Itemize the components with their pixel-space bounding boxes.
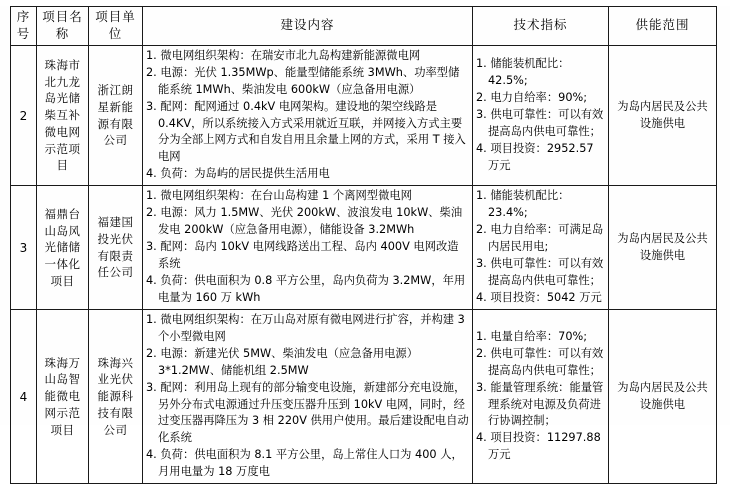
document-page <box>0 6 730 479</box>
content-line: 4. 负荷：为岛屿的居民提供生活用电 <box>146 167 330 181</box>
tech-line: 2. 电力自给率：可满足岛内居民用电; <box>476 223 604 254</box>
cell-seq: 3 <box>11 186 37 310</box>
content-line: 1. 微电网组织架构：在台山岛构建 1 个离网型微电网 <box>146 189 412 203</box>
content-line: 2. 电源：风力 1.5MW、光伏 200kW、波浪发电 10kW、柴油发电 200kW（应急备用电源），储能设备 3.2MWh <box>146 206 463 237</box>
cell-seq: 2 <box>11 45 37 186</box>
tech-line: 4. 项目投资：5042 万元 <box>476 290 602 304</box>
content-line: 1. 微电网组织架构：在瑞安市北九岛构建新能源微电网 <box>146 48 421 62</box>
column-header-scope: 供能范围 <box>609 7 717 46</box>
cell-content <box>143 309 473 483</box>
table-row <box>11 309 717 483</box>
content-line: 3. 配网：利用岛上现有的部分输变电设施，新建部分充电设施，另外分布式电源通过升压变压器升压到 10kV 电网，同时，经过变压器再降压为 3 相 220V 供用户使用。最后建设配电自动化系统 <box>146 380 469 445</box>
table-body <box>11 45 717 483</box>
cell-project-unit: 福建国投光伏有限责任公司 <box>89 186 143 310</box>
cell-scope: 为岛内居民及公共设施供电 <box>609 45 717 186</box>
tech-line: 1. 电量自给率：70%; <box>476 329 588 343</box>
content-line: 2. 电源：新建光伏 5MW、柴油发电（应急备用电源）3*1.2MW、储能机组 2.5MW <box>146 346 419 377</box>
cell-seq: 4 <box>11 309 37 483</box>
table-row <box>11 45 717 186</box>
cell-tech <box>473 45 609 186</box>
column-header-seq: 序号 <box>11 7 37 46</box>
cell-scope: 为岛内居民及公共设施供电 <box>609 186 717 310</box>
tech-line: 2. 电力自给率：90%; <box>476 91 588 105</box>
column-header-content: 建设内容 <box>143 7 473 46</box>
tech-line: 3. 供电可靠性：可以有效提高岛内供电可靠性； <box>476 108 604 138</box>
cell-scope: 为岛内居民及公共设施供电 <box>609 309 717 483</box>
content-line: 4. 负荷：供电面积为 0.8 平方公里，岛内负荷为 3.2MW，年用电量为 160 万 kWh <box>146 273 466 304</box>
column-header-project-name: 项目名称 <box>37 7 89 46</box>
column-header-tech: 技术指标 <box>473 7 609 46</box>
tech-line: 4. 项目投资：11297.88 万元 <box>476 431 601 462</box>
cell-project-name: 福鼎台山岛风光储储一体化项目 <box>37 186 89 310</box>
cell-project-unit: 浙江朗星新能源有限公司 <box>89 45 143 186</box>
cell-project-name: 珠海万山岛智能微电网示范项目 <box>37 309 89 483</box>
content-line: 3. 配网：岛内 10kV 电网线路送出工程、岛内 400V 电网改造系统 <box>146 240 459 270</box>
projects-table <box>10 6 717 484</box>
table-header <box>11 7 717 46</box>
content-line: 3. 配网：配网通过 0.4kV 电网架构。建设地的架空线路是 0.4KV，所以系统接入方式采用就近互联，并网接入方式主要分为全部上网方式和自发自用且余量上网的方式，采用 T 接入电网 <box>146 99 466 164</box>
cell-project-name: 珠海市北九龙岛光储柴互补微电网示范项目 <box>37 45 89 186</box>
table-row <box>11 186 717 310</box>
tech-line: 3. 供电可靠性：可以有效提高岛内供电可靠性； <box>476 257 604 287</box>
cell-content <box>143 45 473 186</box>
cell-project-unit: 珠海兴业光伏能源科技有限公司 <box>89 309 143 483</box>
content-line: 4. 负荷：供电面积为 8.1 平方公里，岛上常住人口为 400 人，月用电量为 18 万度电 <box>146 448 463 479</box>
tech-line: 2. 供电可靠性：可以有效提高岛内供电可靠性； <box>476 346 604 377</box>
content-line: 2. 电源：光伏 1.35MWp、能量型储能系统 3MWh、功率型储能系统 1MWh、柴油发电 600kW（应急备用电源） <box>146 65 460 96</box>
content-line: 1. 微电网组织架构：在万山岛对原有微电网进行扩容，并构建 3 个小型微电网 <box>146 312 465 343</box>
tech-line: 3. 能量管理系统：能量管理系统对电源及负荷进行协调控制； <box>476 380 604 428</box>
cell-tech <box>473 309 609 483</box>
tech-line: 1. 储能装机配比：42.5%; <box>476 57 570 88</box>
cell-content <box>143 186 473 310</box>
tech-line: 1. 储能装机配比：23.4%; <box>476 189 570 220</box>
table-header-row <box>11 7 717 46</box>
tech-line: 4. 项目投资：2952.57 万元 <box>476 141 594 172</box>
column-header-project-unit: 项目单位 <box>89 7 143 46</box>
cell-tech <box>473 186 609 310</box>
